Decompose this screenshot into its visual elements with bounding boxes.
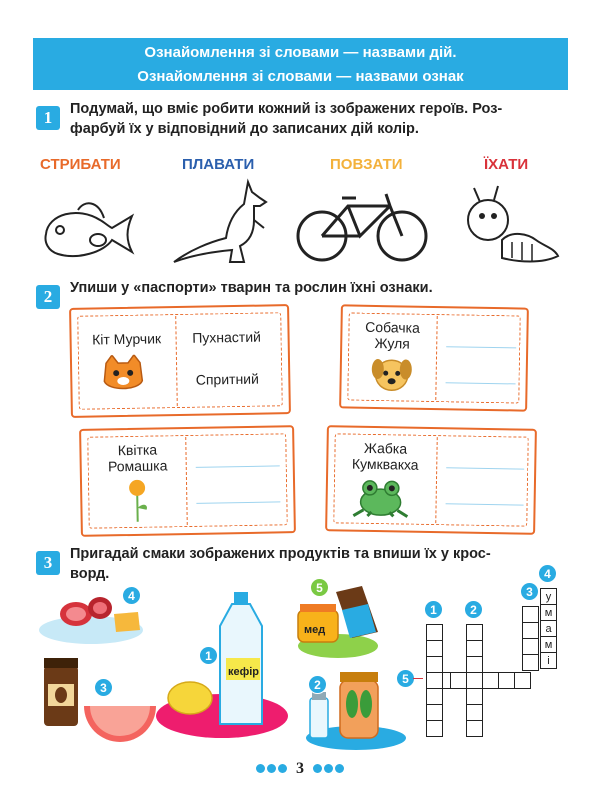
crossword-badge-5: 5 (396, 669, 415, 688)
crossword-cell[interactable] (514, 672, 531, 689)
honey-label: мед (304, 624, 326, 636)
bicycle-outline-icon[interactable] (296, 186, 430, 266)
caterpillar-outline-icon[interactable] (462, 184, 562, 270)
footer-dot (324, 764, 333, 773)
banner-line-1: Ознайомлення зі словами — назвами дій. (144, 44, 457, 61)
crossword-badge-4: 4 (538, 564, 557, 583)
badge-3-coffee: 3 (94, 678, 113, 697)
card-dog-name (350, 319, 435, 352)
dog-icon (369, 355, 414, 396)
footer-dot (256, 764, 265, 773)
crossword-cell[interactable] (498, 672, 515, 689)
card-dog-name-line-1: Собачка (365, 318, 420, 336)
card-frog-name (338, 439, 433, 473)
verb-crawl: ПОВЗАТИ (330, 156, 403, 173)
flower-icon (122, 478, 153, 523)
task-2-number: 2 (36, 285, 60, 309)
crossword-cell[interactable] (482, 672, 499, 689)
task-1-line-2: фарбуй їх у відповідний до записаних дій колір. (70, 121, 419, 137)
footer-dot (267, 764, 276, 773)
card-cat-name: Кіт Мурчик (91, 330, 162, 348)
crossword-cell[interactable] (522, 654, 539, 671)
passport-card-frog (325, 425, 537, 535)
task-3-line-1: Пригадай смаки зображених продуктів та впиши їх у крос- (70, 546, 491, 562)
crossword-cell[interactable] (466, 624, 483, 641)
honey-chocolate-icon (292, 582, 392, 662)
footer-dot (335, 764, 344, 773)
verb-jump: СТРИБАТИ (40, 156, 121, 173)
crossword-badge-1: 1 (424, 600, 443, 619)
badge-1-kefir: 1 (199, 646, 218, 665)
crossword-cell[interactable] (522, 638, 539, 655)
crossword-cell[interactable] (450, 672, 467, 689)
crossword-cell[interactable] (522, 606, 539, 623)
crossword-cell[interactable] (466, 672, 483, 689)
crossword-cell-letter[interactable]: м (540, 604, 557, 621)
footer-dot (313, 764, 322, 773)
cat-icon (98, 355, 149, 396)
card-frog-name-line-2: Кумквакха (351, 455, 419, 473)
crossword-cell[interactable] (466, 656, 483, 673)
title-banner (33, 38, 568, 90)
crossword-cell[interactable] (466, 640, 483, 657)
frog-icon (349, 476, 412, 521)
crossword-cell[interactable] (466, 704, 483, 721)
crossword-cell-letter[interactable]: а (540, 620, 557, 637)
task-3-number: 3 (36, 551, 60, 575)
card-dog-name-line-2: Жуля (374, 334, 410, 352)
card-flower-name-line-1: Квітка (117, 441, 158, 459)
task-1-number: 1 (36, 106, 60, 130)
crossword-badge-3: 3 (520, 582, 539, 601)
card-flower-name (93, 441, 182, 475)
crossword-cell[interactable] (426, 624, 443, 641)
page-footer (250, 760, 350, 778)
crossword-cell[interactable] (426, 672, 443, 689)
footer-dot (278, 764, 287, 773)
crossword-cell[interactable] (522, 622, 539, 639)
crossword-cell[interactable] (426, 656, 443, 673)
kefir-lemon-icon (150, 592, 290, 742)
crossword-badge-2: 2 (464, 600, 483, 619)
card-cat-trait-1[interactable]: Пухнастий (192, 328, 262, 346)
coffee-grapefruit-icon (40, 656, 160, 748)
crossword-cell[interactable] (426, 704, 443, 721)
crossword-cell[interactable] (466, 688, 483, 705)
passport-card-cat (69, 304, 291, 418)
verb-swim: ПЛАВАТИ (182, 156, 255, 173)
card-flower-name-line-2: Ромашка (107, 457, 168, 475)
card-frog-name-line-1: Жабка (363, 439, 408, 457)
crossword-cell-letter[interactable]: у (540, 588, 557, 605)
crossword-cell[interactable] (426, 688, 443, 705)
passport-card-flower (79, 425, 296, 537)
verb-ride: ЇХАТИ (484, 156, 529, 173)
kefir-label: кефір (228, 666, 260, 678)
passport-card-dog (339, 304, 529, 411)
fish-outline-icon[interactable] (38, 196, 138, 266)
crossword (396, 566, 566, 746)
badge-5-honey: 5 (310, 578, 329, 597)
page-number: 3 (296, 760, 304, 777)
task-1-line-1: Подумай, що вміє робити кожний із зображених героїв. Роз- (70, 101, 503, 117)
crossword-cell-letter[interactable]: м (540, 636, 557, 653)
kangaroo-outline-icon[interactable] (170, 176, 275, 268)
banner-line-2: Ознайомлення зі словами — назвами ознак (137, 68, 464, 85)
crossword-cell-letter[interactable]: і (540, 652, 557, 669)
badge-2-salt: 2 (308, 675, 327, 694)
crossword-cell[interactable] (426, 720, 443, 737)
task-1-text (70, 99, 570, 139)
badge-4-cheese: 4 (122, 586, 141, 605)
task-3-line-2: ворд. (70, 566, 110, 582)
task-2-text: Упиши у «паспорти» тварин та рослин їхні ознаки. (70, 280, 433, 296)
crossword-cell[interactable] (426, 640, 443, 657)
card-cat-trait-2[interactable]: Спритний (195, 370, 260, 388)
crossword-cell[interactable] (466, 720, 483, 737)
